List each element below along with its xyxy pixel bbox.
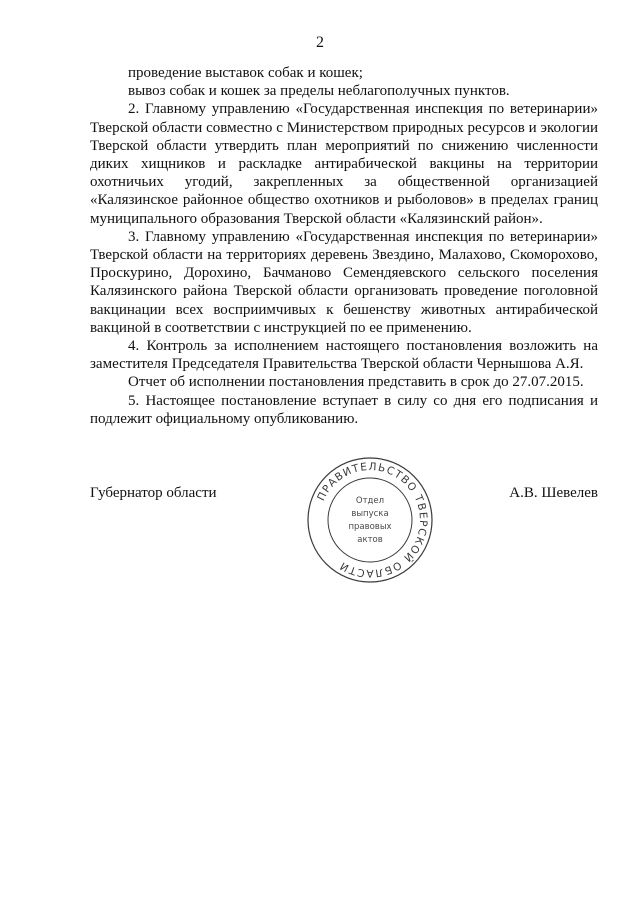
document-body: [90, 64, 598, 428]
seal-outer-ring: [308, 458, 432, 582]
seal-inner-line-2: выпуска: [351, 509, 389, 519]
paragraph-report: Отчет об исполнении постановления представить в срок до 27.07.2015.: [128, 374, 584, 391]
seal-ring-text: ПРАВИТЕЛЬСТВО ТВЕРСКОЙ ОБЛАСТИ: [315, 460, 430, 580]
paragraph-item-2: 2. Главному управлению «Государственная инспекция по ветеринарии» Тверской области совместно с Министерством природных ресурсов и экологии Тверской области утвердить план мероприятий по снижению численности диких хищников и раскладке антирабической вакцины на территории охотничьих угодий, закрепленных за общественной организацией «Калязинское районное общество охотников и рыболовов» в пределах границ муниципального образования Тверской области «Калязинский район».: [90, 101, 598, 227]
seal-inner-line-1: Отдел: [355, 496, 385, 506]
paragraph-removal: вывоз собак и кошек за пределы неблагополучных пунктов.: [128, 83, 510, 100]
seal-inner-line-4: актов: [357, 535, 383, 545]
signer-title: Губернатор области: [90, 485, 217, 501]
signer-name: А.В. Шевелев: [509, 485, 598, 501]
page-number: 2: [316, 34, 324, 51]
paragraph-item-5: 5. Настоящее постановление вступает в силу со дня его подписания и подлежит официальному опубликованию.: [90, 392, 598, 427]
paragraph-exhibitions: проведение выставок собак и кошек;: [128, 65, 363, 81]
seal-middle-ring: [328, 478, 412, 562]
seal-inner-line-3: правовых: [348, 522, 392, 532]
paragraph-item-4: 4. Контроль за исполнением настоящего постановления возложить на заместителя Председателя Правительства Тверской области Чернышова А.Я.: [90, 338, 598, 373]
official-seal-stamp: [305, 455, 435, 585]
paragraph-item-3: 3. Главному управлению «Государственная инспекция по ветеринарии» Тверской области на территориях деревень Звездино, Малахово, Скоморохово, Проскурино, Дорохино, Бачманово Семендяевского сельского поселения Калязинского района Тверской области организовать проведение поголовной вакцинации всех восприимчивых к бешенству животных антирабической вакциной в соответствии с инструкцией по ее применению.: [90, 228, 598, 336]
